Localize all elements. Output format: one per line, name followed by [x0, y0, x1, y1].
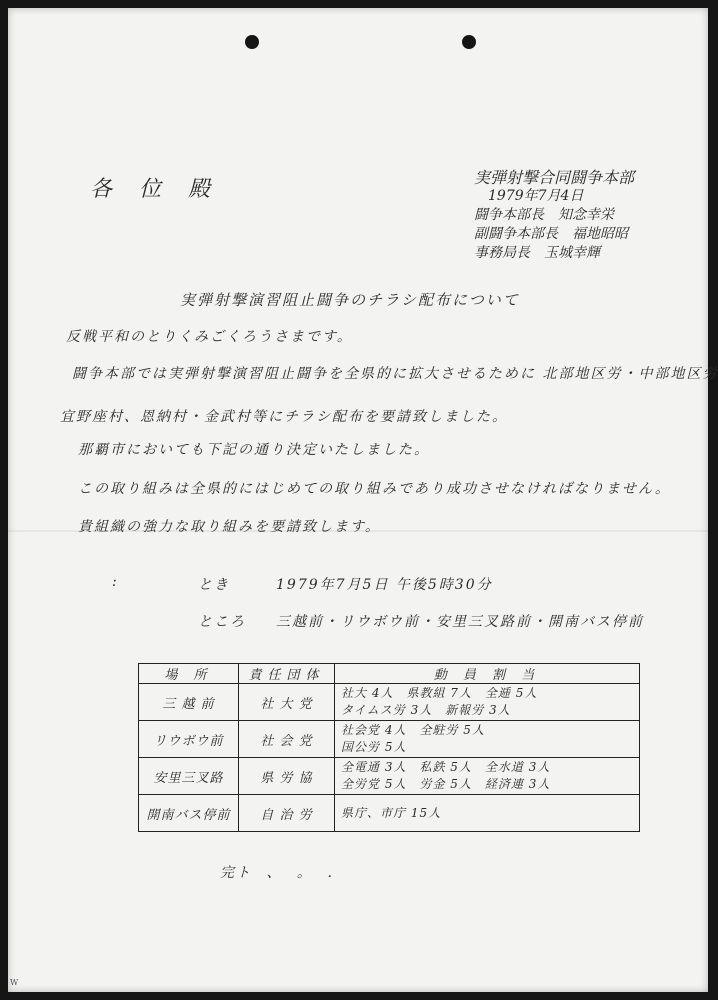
- allocation-cell: [335, 758, 640, 795]
- sender-line: 副闘争本部長 福地昭昭: [474, 226, 628, 242]
- document-title: 実弾射撃演習阻止闘争のチラシ配布について: [180, 291, 520, 309]
- footer-mark: 。: [296, 865, 313, 881]
- body-paragraph: この取り組みは全県的にはじめての取り組みであり成功させなければなりません。: [78, 481, 671, 497]
- allocation-cell: [335, 684, 640, 721]
- list-marker: :: [112, 574, 119, 590]
- allocation-line: 国公労 5人: [341, 740, 407, 754]
- footer-mark: 、: [266, 865, 283, 881]
- allocation-line: 社大 4人 県教組 7人 全逓 5人: [341, 686, 538, 700]
- document-page: [8, 8, 718, 992]
- allocation-line: 県庁、市庁 15人: [341, 805, 442, 820]
- sender-organization: 実弾射撃合同闘争本部: [474, 168, 635, 187]
- footer-note: [220, 862, 351, 882]
- sender-line: 事務局長 玉城幸輝: [474, 245, 600, 261]
- addressee: 各 位 殿: [90, 177, 220, 202]
- sender-date: 1979年7月4日: [488, 188, 584, 204]
- mobilization-table: [138, 663, 640, 832]
- organization-cell: 社 大 党: [239, 684, 335, 721]
- organization-cell: 自 治 労: [239, 795, 335, 832]
- table-row: [139, 684, 640, 721]
- column-header: 責任団体: [239, 664, 335, 684]
- organization-cell: 社 会 党: [239, 721, 335, 758]
- sender-block: [474, 168, 674, 263]
- body-paragraph: 闘争本部では実弾射撃演習阻止闘争を全県的に拡大させるために 北部地区労・中部地区労: [72, 366, 718, 382]
- column-header: 場 所: [139, 664, 239, 684]
- punch-hole-left: [245, 35, 259, 49]
- body-paragraph: 反戦平和のとりくみごくろうさまです。: [66, 329, 353, 345]
- event-place-label: ところ: [198, 614, 246, 630]
- corner-mark: W: [10, 978, 19, 987]
- table-header-row: [139, 664, 640, 684]
- table-row: [139, 721, 640, 758]
- event-time: [198, 574, 493, 594]
- punch-hole-right: [462, 35, 476, 49]
- allocation-line: 社会党 4人 全駐労 5人: [341, 723, 485, 737]
- allocation-line: タイムス労 3人 新報労 3人: [341, 703, 511, 717]
- sender-line: 闘争本部長 知念幸栄: [474, 207, 614, 223]
- allocation-cell: [335, 721, 640, 758]
- table-row: [139, 795, 640, 832]
- column-header: 動 員 割 当: [335, 664, 640, 684]
- organization-cell: 県 労 協: [239, 758, 335, 795]
- event-time-label: とき: [198, 577, 230, 593]
- footer-mark: 完ト: [220, 865, 252, 881]
- event-place-value: 三越前・リウボウ前・安里三叉路前・開南バス停前: [276, 614, 644, 630]
- place-cell: 安里三叉路: [139, 758, 239, 795]
- event-place: [198, 611, 644, 631]
- table-row: [139, 758, 640, 795]
- allocation-line: 全電通 3人 私鉄 5人 全水道 3人: [341, 760, 551, 774]
- body-paragraph: 貴組織の強力な取り組みを要請致します。: [78, 519, 381, 535]
- allocation-cell: [335, 795, 640, 832]
- allocation-line: 全労党 5人 労金 5人 経済連 3人: [341, 777, 551, 791]
- event-time-value: 1979年7月5日 午後5時30分: [276, 577, 493, 593]
- footer-mark: ．: [327, 865, 344, 881]
- place-cell: リウボウ前: [139, 721, 239, 758]
- place-cell: 三 越 前: [139, 684, 239, 721]
- place-cell: 開南バス停前: [139, 795, 239, 832]
- body-paragraph: 那覇市においても下記の通り決定いたしました。: [78, 442, 430, 458]
- body-paragraph: 宜野座村、恩納村・金武村等にチラシ配布を要請致しました。: [60, 409, 508, 425]
